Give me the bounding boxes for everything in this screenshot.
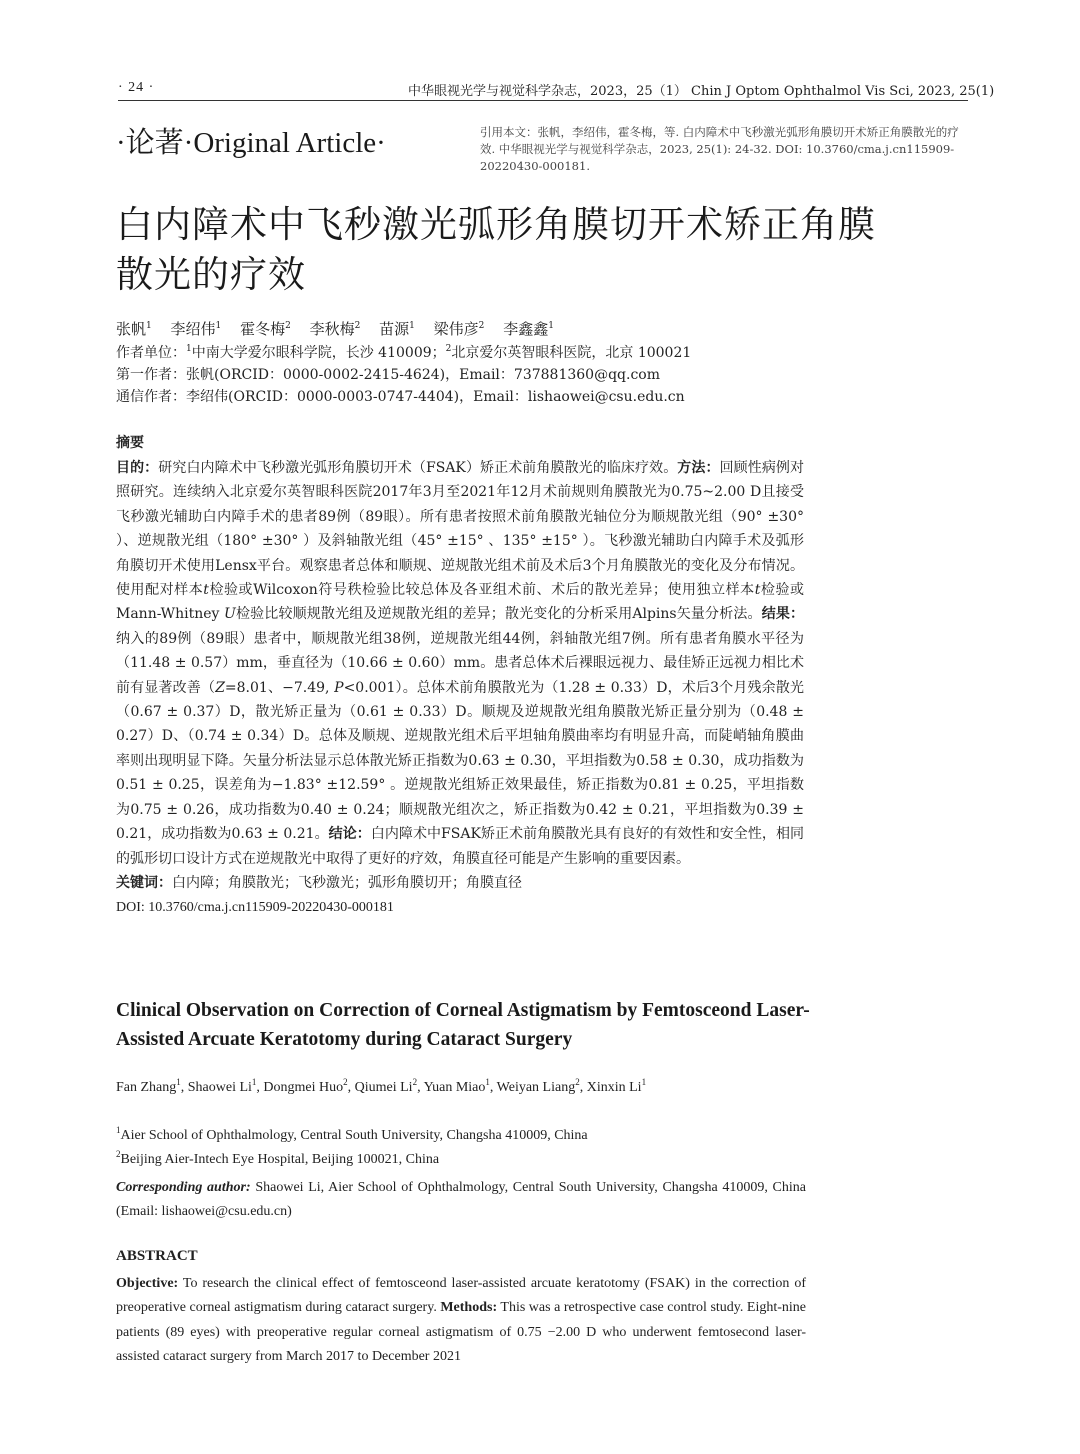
authors-en xyxy=(116,1077,647,1096)
corresponding-author-en: Corresponding author: Shaowei Li, Aier School of Ophthalmology, Central South University, Changsha 410009, China (Email: lishaowei@csu.edu.cn) xyxy=(116,1180,806,1219)
title-en: Clinical Observation on Correction of Corneal Astigmatism by Femtosceond Laser-Assisted Arcuate Keratotomy during Cataract Surgery xyxy=(116,1000,810,1050)
abstract-heading-cn: 摘要 xyxy=(116,435,144,451)
abstract-en: Objective: To research the clinical effect of femtosceond laser-assisted arcuate keratotomy (FSAK) in the correction of preoperative corneal astigmatism during cataract surgery. Methods: This was a retrospective case control study. Eight-nine patients (89 eyes) with preoperative regular corneal astigmatism of 0.75 −2.00 D who underwent femtosecond laser-assisted cataract surgery from March 2017 to December 2021 xyxy=(116,1276,806,1365)
section-label: ·论著·Original Article· xyxy=(116,127,386,159)
abstract-cn: 目的：研究白内障术中飞秒激光弧形角膜切开术（FSAK）矫正术前角膜散光的临床疗效。方法：回顾性病例对照研究。连续纳入北京爱尔英智眼科医院2017年3月至2021年12月术前规则角膜散光为0.75~2.00 D且接受飞秒激光辅助白内障手术的患者89例（89眼）。所有患者按照术前角膜散光轴位分为顺规散光组（90° ±30° ）、逆规散光组（180° ±30° ）及斜轴散光组（45° ±15° 、135° ±15° ）。飞秒激光辅助白内障手术及弧形角膜切开术使用Lensx平台。观察患者总体和顺规、逆规散光组术前及术后3个月角膜散光的变化及分布情况。使用配对样本t检验或Wilcoxon符号秩检验比较总体及各亚组术前、术后的散光差异；使用独立样本t检验或Mann-Whitney U检验比较顺规散光组及逆规散光组的差异；散光变化的分析采用Alpins矢量分析法。结果：纳入的89例（89眼）患者中，顺规散光组38例，逆规散光组44例，斜轴散光组7例。所有患者角膜水平径为（11.48 ± 0.57）mm，垂直径为（10.66 ± 0.60）mm。患者总体术后裸眼远视力、最佳矫正远视力相比术前有显著改善（Z=8.01、−7.49, P<0.001）。总体术前角膜散光为（1.28 ± 0.33）D，术后3个月残余散光（0.67 ± 0.37）D，散光矫正量为（0.61 ± 0.33）D。顺规及逆规散光组角膜散光矫正量分别为（0.48 ± 0.27）D、（0.74 ± 0.34）D。总体及顺规、逆规散光组术后平坦轴角膜曲率均有明显升高，而陡峭轴角膜曲率则出现明显下降。矢量分析法显示总体散光矫正指数为0.63 ± 0.30，平坦指数为0.58 ± 0.30，成功指数为0.51 ± 0.25，误差角为−1.83° ±12.59° 。逆规散光组矫正效果最佳，矫正指数为0.81 ± 0.25，平坦指数为0.75 ± 0.26，成功指数为0.40 ± 0.24；顺规散光组次之，矫正指数为0.42 ± 0.21，平坦指数为0.39 ± 0.21，成功指数为0.63 ± 0.21。结论：白内障术中FSAK矫正术前角膜散光具有良好的有效性和安全性，相同的弧形切口设计方式在逆规散光中取得了更好的疗效，角膜直径可能是产生影响的重要因素。 关键词：白内障；角膜散光；飞秒激光；弧形角膜切开；角膜直径 DOI: 10.3760/cma.j.cn115909-20220430-000181 xyxy=(116,460,805,916)
author-en: Shaowei Li$^1$, xyxy=(187,1077,264,1095)
author-en: Fan Zhang$^1$, xyxy=(116,1077,188,1095)
author-cn: 李鑫鑫$^1$ xyxy=(503,320,554,338)
author-cn: 张帆$^1$ xyxy=(116,320,152,338)
affiliation-en: $^1$Aier School of Ophthalmology, Central South University, Changsha 410009, China xyxy=(116,1125,588,1143)
running-head: 中华眼视光学与视觉科学杂志，2023，25（1） Chin J Optom Ophthalmol Vis Sci, 2023, 25(1) xyxy=(408,84,995,99)
author-en: Weiyan Liang$^2$, xyxy=(496,1077,587,1095)
author-en: Qiumei Li$^2$, xyxy=(354,1077,424,1095)
author-cn: 梁伟彦$^2$ xyxy=(433,320,485,338)
author-cn: 苗源$^1$ xyxy=(379,320,415,338)
author-en: Yuan Miao$^1$, xyxy=(423,1077,497,1095)
doi: DOI: 10.3760/cma.j.cn115909-20220430-000181 xyxy=(116,900,394,916)
author-cn: 李绍伟$^1$ xyxy=(170,320,222,338)
header-rule xyxy=(118,100,968,101)
abstract-heading-en: ABSTRACT xyxy=(116,1248,198,1264)
citation: 引用本文：张帆，李绍伟，霍冬梅，等. 白内障术中飞秒激光弧形角膜切开术矫正角膜散光的疗效. 中华眼视光学与视觉科学杂志，2023, 25(1): 24-32. DOI: 10.3760/cma.j.cn115909-20220430-000181. xyxy=(480,125,959,173)
corresponding-author-cn: 通信作者：李绍伟(ORCID：0000-0003-0747-4404)，Email：lishaowei@csu.edu.cn xyxy=(116,389,685,405)
title-cn: 白内障术中飞秒激光弧形角膜切开术矫正角膜散光的疗效 xyxy=(116,203,876,296)
author-cn: 李秋梅$^2$ xyxy=(309,320,361,338)
affiliation-en: $^2$Beijing Aier-Intech Eye Hospital, Beijing 100021, China xyxy=(116,1149,440,1167)
authors-cn xyxy=(116,318,568,339)
page-number: · 24 · xyxy=(118,80,155,95)
affiliation-cn: 作者单位：$^1$中南大学爱尔眼科学院，长沙 410009；$^2$北京爱尔英智眼科医院，北京 100021 xyxy=(116,344,692,361)
author-en: Dongmei Huo$^2$, xyxy=(263,1077,355,1095)
author-cn: 霍冬梅$^2$ xyxy=(240,320,291,338)
keywords-cn: 白内障；角膜散光；飞秒激光；弧形角膜切开；角膜直径 xyxy=(172,874,522,891)
first-author-cn: 第一作者：张帆(ORCID：0000-0002-2415-4624)，Email：737881360@qq.com xyxy=(116,367,660,383)
author-en: Xinxin Li$^1$ xyxy=(586,1077,647,1095)
